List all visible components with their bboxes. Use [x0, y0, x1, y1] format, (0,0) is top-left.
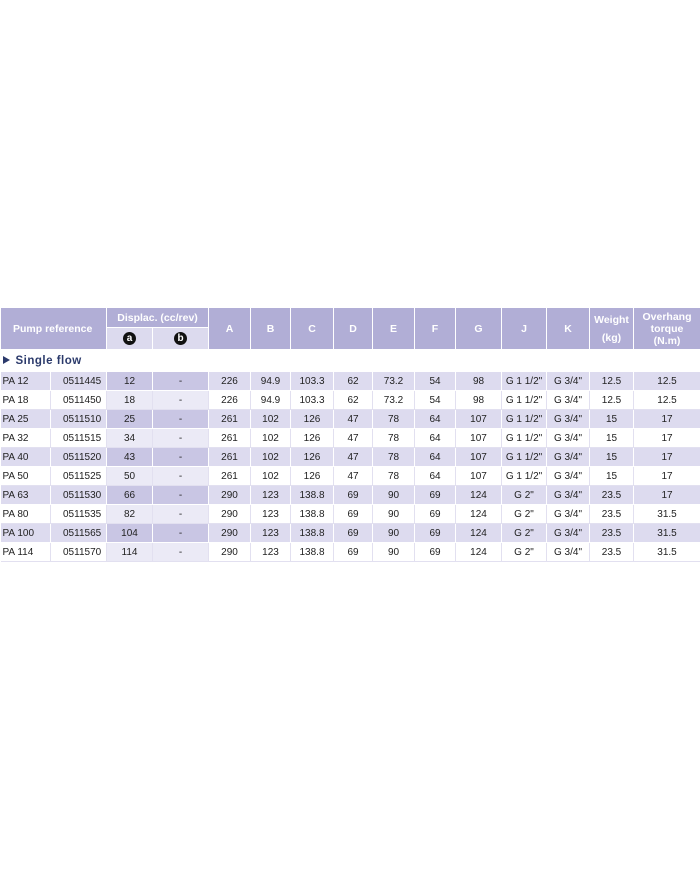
table-row [1, 410, 700, 429]
cell-dim-c: 103.3 [291, 391, 334, 410]
section-title: Single flow [15, 355, 82, 367]
cell-code: 0511450 [51, 391, 107, 410]
cell-displac-b: - [153, 543, 209, 562]
cell-displac-a: 104 [107, 524, 153, 543]
cell-displac-b: - [153, 372, 209, 391]
cell-dim-d: 62 [334, 391, 373, 410]
cell-weight: 15 [590, 410, 634, 429]
cell-dim-f: 69 [415, 543, 456, 562]
cell-dim-b: 94.9 [251, 391, 291, 410]
table-body [1, 372, 700, 562]
cell-displac-a: 66 [107, 486, 153, 505]
cell-pump-ref: PA 50 [1, 467, 51, 486]
cell-overhang-torque: 12.5 [634, 372, 700, 391]
table-row [1, 429, 700, 448]
cell-weight: 23.5 [590, 543, 634, 562]
cell-weight: 23.5 [590, 486, 634, 505]
cell-overhang-torque: 17 [634, 486, 700, 505]
table-row [1, 524, 700, 543]
header-overhang-line2: torque [650, 322, 684, 335]
cell-dim-a: 290 [209, 486, 251, 505]
cell-code: 0511515 [51, 429, 107, 448]
cell-displac-a: 25 [107, 410, 153, 429]
cell-port-k: G 3/4" [547, 410, 590, 429]
cell-dim-f: 54 [415, 372, 456, 391]
cell-pump-ref: PA 25 [1, 410, 51, 429]
cell-dim-b: 123 [251, 505, 291, 524]
cell-dim-a: 226 [209, 372, 251, 391]
cell-dim-f: 69 [415, 524, 456, 543]
cell-displac-b: - [153, 448, 209, 467]
cell-displac-b: - [153, 391, 209, 410]
header-col-c: C [291, 308, 334, 350]
cell-dim-e: 78 [373, 448, 415, 467]
cell-pump-ref: PA 80 [1, 505, 51, 524]
cell-overhang-torque: 31.5 [634, 524, 700, 543]
cell-port-k: G 3/4" [547, 505, 590, 524]
cell-dim-c: 126 [291, 467, 334, 486]
cell-displac-a: 34 [107, 429, 153, 448]
pump-spec-table-wrapper [0, 307, 700, 562]
cell-displac-b: - [153, 524, 209, 543]
cell-dim-f: 64 [415, 448, 456, 467]
cell-dim-e: 90 [373, 524, 415, 543]
cell-pump-ref: PA 114 [1, 543, 51, 562]
header-col-k: K [547, 308, 590, 350]
cell-code: 0511525 [51, 467, 107, 486]
table-row [1, 372, 700, 391]
cell-dim-f: 69 [415, 486, 456, 505]
header-col-e: E [373, 308, 415, 350]
cell-port-k: G 3/4" [547, 429, 590, 448]
cell-dim-a: 290 [209, 543, 251, 562]
cell-dim-g: 98 [456, 372, 502, 391]
cell-port-k: G 3/4" [547, 391, 590, 410]
cell-code: 0511565 [51, 524, 107, 543]
cell-overhang-torque: 17 [634, 429, 700, 448]
table-row [1, 543, 700, 562]
header-col-f: F [415, 308, 456, 350]
cell-dim-f: 54 [415, 391, 456, 410]
cell-dim-b: 102 [251, 448, 291, 467]
cell-port-j: G 1 1/2" [502, 410, 547, 429]
cell-port-k: G 3/4" [547, 543, 590, 562]
cell-displac-b: - [153, 467, 209, 486]
cell-dim-c: 138.8 [291, 486, 334, 505]
cell-port-j: G 2" [502, 505, 547, 524]
cell-dim-f: 69 [415, 505, 456, 524]
cell-dim-g: 98 [456, 391, 502, 410]
cell-dim-e: 78 [373, 467, 415, 486]
cell-dim-b: 102 [251, 410, 291, 429]
cell-dim-a: 290 [209, 505, 251, 524]
cell-dim-g: 124 [456, 505, 502, 524]
header-col-j: J [502, 308, 547, 350]
cell-code: 0511445 [51, 372, 107, 391]
badge-b-icon: b [174, 332, 187, 345]
cell-dim-c: 126 [291, 410, 334, 429]
cell-dim-b: 123 [251, 486, 291, 505]
header-overhang-line3: (N.m) [653, 334, 681, 347]
cell-dim-c: 103.3 [291, 372, 334, 391]
pump-spec-table [0, 307, 700, 562]
cell-dim-b: 123 [251, 524, 291, 543]
cell-dim-d: 47 [334, 467, 373, 486]
cell-pump-ref: PA 100 [1, 524, 51, 543]
cell-port-k: G 3/4" [547, 467, 590, 486]
cell-displac-a: 50 [107, 467, 153, 486]
header-col-d: D [334, 308, 373, 350]
cell-dim-d: 47 [334, 448, 373, 467]
cell-pump-ref: PA 32 [1, 429, 51, 448]
cell-dim-e: 90 [373, 543, 415, 562]
cell-dim-g: 124 [456, 524, 502, 543]
table-row [1, 486, 700, 505]
cell-dim-c: 126 [291, 448, 334, 467]
cell-port-j: G 1 1/2" [502, 391, 547, 410]
cell-weight: 12.5 [590, 391, 634, 410]
cell-displac-b: - [153, 505, 209, 524]
cell-dim-d: 69 [334, 524, 373, 543]
cell-overhang-torque: 17 [634, 448, 700, 467]
cell-dim-b: 94.9 [251, 372, 291, 391]
cell-weight: 15 [590, 467, 634, 486]
cell-dim-d: 69 [334, 543, 373, 562]
cell-dim-f: 64 [415, 410, 456, 429]
header-weight-line2: (kg) [601, 331, 622, 344]
cell-dim-c: 138.8 [291, 524, 334, 543]
header-displac-b [153, 328, 209, 350]
cell-dim-b: 102 [251, 429, 291, 448]
cell-dim-a: 261 [209, 467, 251, 486]
header-col-a: A [209, 308, 251, 350]
header-weight [590, 308, 634, 350]
cell-dim-g: 124 [456, 486, 502, 505]
cell-code: 0511570 [51, 543, 107, 562]
cell-dim-e: 78 [373, 429, 415, 448]
cell-pump-ref: PA 12 [1, 372, 51, 391]
table-row [1, 391, 700, 410]
cell-dim-g: 107 [456, 467, 502, 486]
cell-dim-g: 107 [456, 448, 502, 467]
cell-port-j: G 2" [502, 524, 547, 543]
cell-dim-d: 47 [334, 410, 373, 429]
cell-port-j: G 2" [502, 543, 547, 562]
cell-dim-g: 107 [456, 429, 502, 448]
cell-dim-c: 138.8 [291, 505, 334, 524]
cell-port-k: G 3/4" [547, 524, 590, 543]
cell-displac-a: 43 [107, 448, 153, 467]
cell-pump-ref: PA 18 [1, 391, 51, 410]
section-single-flow [1, 350, 700, 373]
cell-weight: 15 [590, 448, 634, 467]
cell-code: 0511510 [51, 410, 107, 429]
cell-weight: 23.5 [590, 505, 634, 524]
cell-dim-c: 138.8 [291, 543, 334, 562]
cell-weight: 12.5 [590, 372, 634, 391]
cell-overhang-torque: 17 [634, 410, 700, 429]
cell-port-k: G 3/4" [547, 486, 590, 505]
cell-pump-ref: PA 63 [1, 486, 51, 505]
cell-port-k: G 3/4" [547, 448, 590, 467]
triangle-bullet-icon [3, 356, 10, 364]
cell-port-j: G 2" [502, 486, 547, 505]
cell-overhang-torque: 31.5 [634, 505, 700, 524]
header-displacement: Displac. (cc/rev) [107, 308, 209, 328]
cell-dim-a: 226 [209, 391, 251, 410]
cell-dim-a: 261 [209, 410, 251, 429]
header-pump-reference: Pump reference [1, 308, 107, 350]
cell-displac-a: 18 [107, 391, 153, 410]
cell-displac-a: 82 [107, 505, 153, 524]
cell-dim-e: 90 [373, 486, 415, 505]
cell-dim-b: 123 [251, 543, 291, 562]
cell-code: 0511520 [51, 448, 107, 467]
cell-dim-e: 90 [373, 505, 415, 524]
cell-weight: 23.5 [590, 524, 634, 543]
cell-dim-g: 124 [456, 543, 502, 562]
cell-displac-a: 12 [107, 372, 153, 391]
cell-displac-b: - [153, 486, 209, 505]
badge-a-icon: a [123, 332, 136, 345]
cell-dim-d: 69 [334, 486, 373, 505]
cell-displac-a: 114 [107, 543, 153, 562]
cell-dim-b: 102 [251, 467, 291, 486]
cell-code: 0511535 [51, 505, 107, 524]
cell-dim-d: 69 [334, 505, 373, 524]
header-col-b: B [251, 308, 291, 350]
table-row [1, 467, 700, 486]
cell-overhang-torque: 17 [634, 467, 700, 486]
cell-overhang-torque: 12.5 [634, 391, 700, 410]
cell-dim-f: 64 [415, 429, 456, 448]
cell-port-j: G 1 1/2" [502, 429, 547, 448]
cell-port-j: G 1 1/2" [502, 448, 547, 467]
cell-dim-a: 261 [209, 448, 251, 467]
cell-port-k: G 3/4" [547, 372, 590, 391]
header-col-g: G [456, 308, 502, 350]
cell-displac-b: - [153, 429, 209, 448]
cell-code: 0511530 [51, 486, 107, 505]
header-displac-a [107, 328, 153, 350]
cell-dim-d: 47 [334, 429, 373, 448]
cell-dim-c: 126 [291, 429, 334, 448]
cell-weight: 15 [590, 429, 634, 448]
header-overhang-torque [634, 308, 700, 350]
cell-dim-a: 290 [209, 524, 251, 543]
cell-dim-d: 62 [334, 372, 373, 391]
table-row [1, 448, 700, 467]
header-overhang-line1: Overhang [642, 310, 692, 323]
table-row [1, 505, 700, 524]
cell-dim-f: 64 [415, 467, 456, 486]
cell-port-j: G 1 1/2" [502, 467, 547, 486]
cell-displac-b: - [153, 410, 209, 429]
cell-dim-a: 261 [209, 429, 251, 448]
cell-port-j: G 1 1/2" [502, 372, 547, 391]
cell-dim-g: 107 [456, 410, 502, 429]
cell-dim-e: 73.2 [373, 391, 415, 410]
cell-dim-e: 73.2 [373, 372, 415, 391]
header-weight-line1: Weight [594, 313, 629, 326]
cell-overhang-torque: 31.5 [634, 543, 700, 562]
cell-pump-ref: PA 40 [1, 448, 51, 467]
cell-dim-e: 78 [373, 410, 415, 429]
